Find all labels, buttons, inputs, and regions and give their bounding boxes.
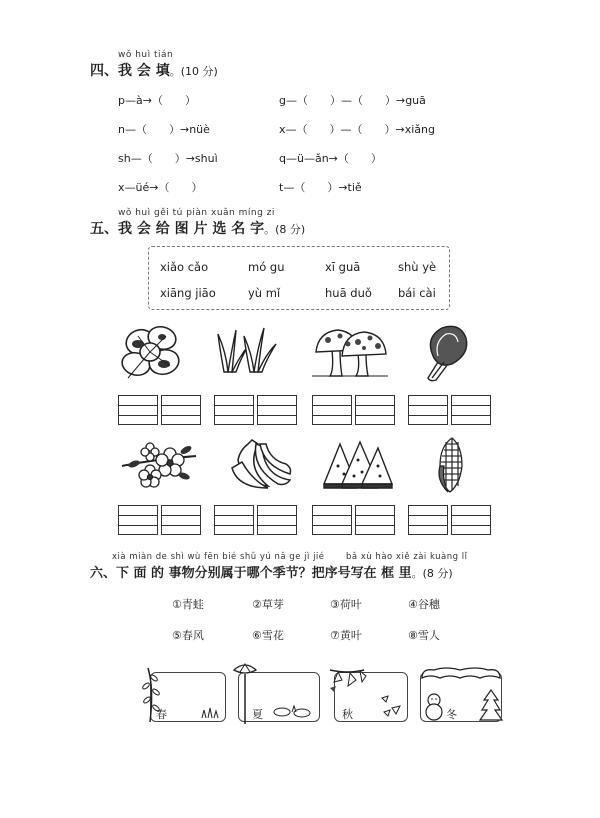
word-bank-item: xī guā [325,260,361,274]
writing-box[interactable] [355,395,395,425]
writing-box[interactable] [118,505,158,535]
word-bank-item: mó gu [248,260,285,274]
question-item: x—üé→（ ） [118,181,203,194]
pine-tree-icon [480,690,502,722]
writing-box[interactable] [214,395,254,425]
word-bank-item: xiāng jiāo [160,286,216,300]
writing-box[interactable] [257,505,297,535]
writing-box[interactable] [451,505,491,535]
writing-box[interactable] [355,505,395,535]
grass-icon [218,328,280,373]
section4-pinyin: wǒ huì tián [118,50,174,60]
word-bank-box [148,246,450,310]
word-bank-item: bái cài [398,286,436,300]
season-item: ⑥雪花 [252,629,284,642]
season-item: ⑤春风 [172,629,204,642]
writing-box[interactable] [214,505,254,535]
snow-cap-icon [420,666,502,680]
grass-sprouts-icon [200,708,220,718]
word-bank-item: yù mǐ [248,286,281,300]
section5-score: 。(8 分) [264,223,306,236]
lotus-pad-icon [272,704,312,718]
section5-title-text: 五、我 会 给 图 片 选 名 字 [90,221,265,237]
mushroom-icon [312,324,388,378]
question-item: p—à→（ ） [118,94,196,107]
writing-box[interactable] [118,395,158,425]
section5-pinyin: wǒ huì gěi tú piàn xuǎn míng zi [118,208,275,218]
snowman-icon [424,692,444,720]
section6-title [90,562,453,581]
season-item: ①青蛙 [172,598,204,611]
question-item: n—（ ）→nüè [118,123,210,136]
writing-box[interactable] [312,505,352,535]
question-item: t—（ ）→tiě [279,181,362,194]
writing-box[interactable] [161,395,201,425]
banana-icon [228,438,292,492]
section4-title [90,60,218,80]
section4-score: 。(10 分) [169,65,218,78]
autumn-branch-icon [330,664,366,694]
leaves-icon [118,322,188,384]
word-bank-item: xiǎo cǎo [160,260,209,274]
spring-label: 春 [156,708,167,721]
summer-label: 夏 [252,708,263,721]
season-item: ②草芽 [252,598,284,611]
season-item: ③荷叶 [330,598,362,611]
section6-pinyin-part1: xià miàn de shì wù fēn bié shǔ yú nǎ ge jì jié [112,552,325,562]
season-item: ④谷穗 [408,598,440,611]
writing-box[interactable] [161,505,201,535]
watermelon-icon [322,440,392,490]
section6-title-text: 六、下 面 的 事物分别属于哪个季节？把序号写在 框 里 [90,566,412,581]
section6-score: 。(8 分) [411,567,453,580]
section6-pinyin-part2: bǎ xù hào xiě zài kuàng lǐ [346,552,468,562]
writing-box[interactable] [257,395,297,425]
section4-title-text: 四、我 会 填 [90,63,170,79]
flower-branch-icon [120,436,198,494]
season-item: ⑦黄叶 [330,629,362,642]
writing-box[interactable] [312,395,352,425]
question-item: g—（ ）—（ ）→guā [279,94,426,107]
question-item: q—ü—ǎn→（ ） [279,152,382,165]
question-item: sh—（ ）→shuì [118,152,218,165]
word-bank-item: shù yè [398,260,437,274]
corn-icon [436,436,466,494]
autumn-label: 秋 [342,708,353,721]
question-item: x—（ ）—（ ）→xiǎng [279,123,435,136]
cabbage-icon [420,322,472,384]
writing-box[interactable] [408,395,448,425]
section5-title [90,218,305,238]
winter-label: 冬 [446,708,457,721]
writing-box[interactable] [451,395,491,425]
season-item: ⑧雪人 [408,629,440,642]
word-bank-item: huā duǒ [325,286,372,300]
falling-leaves-icon [380,694,402,718]
writing-box[interactable] [408,505,448,535]
